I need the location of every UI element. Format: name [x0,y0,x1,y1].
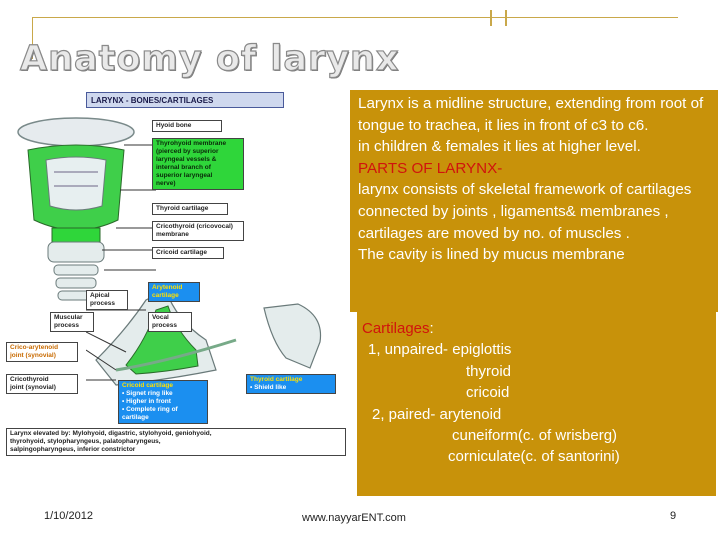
slide-title: Anatomy of larynx [20,39,400,79]
intro-paragraph: Larynx is a midline structure, extending from root of tongue to trachea, it lies in front of c3 to c6. [358,95,704,134]
list-item: thyroid [466,362,512,380]
label-thyroid-cartilage: Thyroid cartilage [152,203,228,215]
label-cricothyroid-membrane: Cricothyroid (cricovocal) membrane [152,221,244,241]
muscles-paragraph: cartilages are moved by no. of muscles . [358,224,630,242]
children-paragraph: in children & females it lies at higher level. [358,138,641,156]
list-item: 1, unpaired- epiglottis [368,341,512,359]
frame-tick [505,10,507,26]
cartilages-list: Cartilages: 1, unpaired- epiglottis thyroid cricoid 2, paired- arytenoid cuneiform(c. of wrisberg) corniculate(c. of santorini) [362,318,620,468]
label-cricothyroid-joint: Cricothyroid joint (synovial) [6,374,78,394]
label-arytenoid-cartilage: Arytenoid cartilage [148,282,200,302]
footer-date: 1/10/2012 [44,510,93,522]
label-cricoid-box: Cricoid cartilage • Signet ring like • Higher in front • Complete ring of cartilage [118,380,208,424]
frame-tick [490,10,492,26]
parts-heading: PARTS OF LARYNX- [358,159,503,177]
figure-header: LARYNX - BONES/CARTILAGES [86,92,284,108]
frame-top-rule [32,17,678,18]
label-cricoid-cartilage: Cricoid cartilage [152,247,224,259]
label-thyroid-box: Thyroid cartilage • Shield like [246,374,336,394]
label-vocal-process: Vocal process [148,312,192,332]
mucus-paragraph: The cavity is lined by mucus membrane [358,246,625,264]
label-apical-process: Apical process [86,290,128,310]
cartilages-heading: Cartilages [362,320,430,337]
label-thyrohyoid-membrane: Thyrohyoid membrane (pierced by superior laryngeal vessels & internal branch of superior laryngeal nerve) [152,138,244,190]
upper-text-block [358,93,716,266]
label-hyoid-bone: Hyoid bone [152,120,222,132]
label-muscular-process: Muscular process [50,312,94,332]
footer-url: www.nayyarENT.com [302,512,406,524]
list-item: cuneiform(c. of wrisberg) [452,427,618,445]
larynx-figure [6,90,352,470]
thyroid-profile-illustration [258,302,330,372]
list-item: cricoid [466,384,510,402]
label-larynx-elevated-by: Larynx elevated by: Mylohyoid, digastric, stylohyoid, geniohyoid, thyrohyoid, stylopharyngeus, palatopharyngeus, salpingopharyngeus, inferior constrictor [6,428,346,456]
list-item: 2, paired- arytenoid [372,405,502,423]
label-crico-arytenoid-joint: Crico-arytenoid joint (synovial) [6,342,78,362]
framework-paragraph: larynx consists of skeletal framework of cartilages connected by joints , ligaments& membranes , [358,181,692,220]
list-item: corniculate(c. of santorini) [448,448,620,466]
page-number: 9 [670,510,677,522]
